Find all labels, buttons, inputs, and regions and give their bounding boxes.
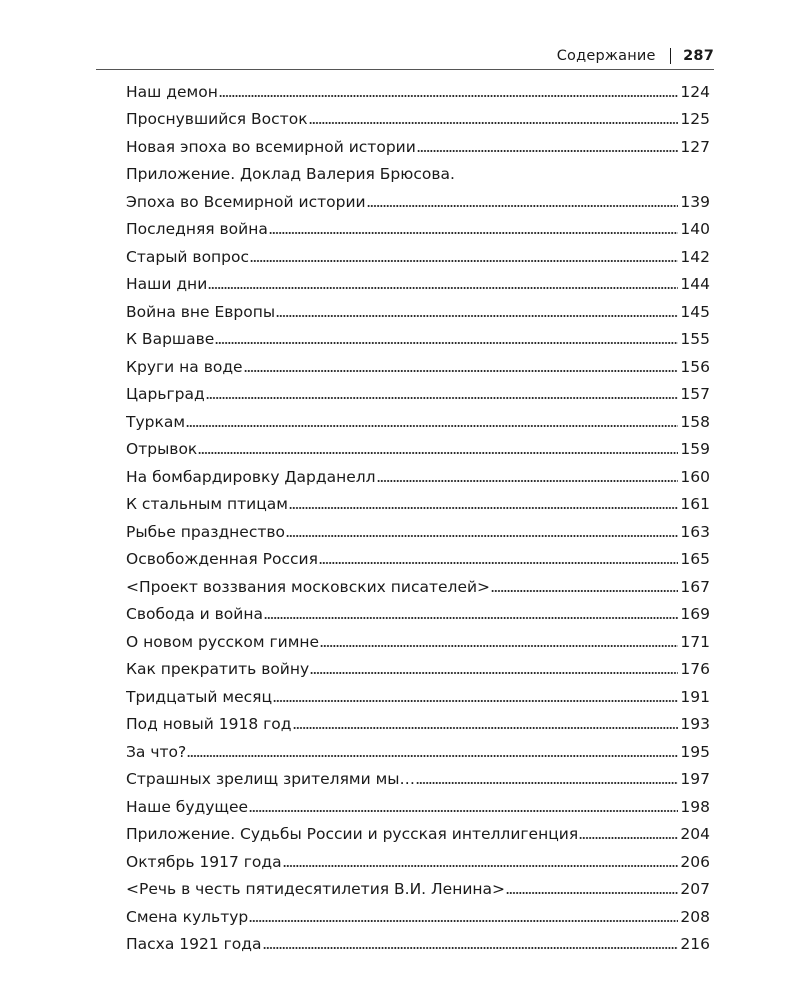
toc-entry-title: Октябрь 1917 года — [126, 852, 282, 871]
header-separator — [670, 48, 672, 64]
toc-entry-page: 139 — [680, 192, 710, 211]
toc-entry-page: 159 — [680, 440, 710, 458]
toc-dot-leader — [263, 946, 679, 950]
toc-entry-page: 206 — [680, 852, 710, 871]
table-of-contents — [126, 74, 710, 954]
toc-entry-title: Новая эпоха во всемирной истории — [126, 137, 416, 156]
toc-entry-title: Под новый 1918 год — [126, 715, 292, 733]
running-head-content — [557, 48, 714, 64]
toc-entry-page: 207 — [680, 880, 710, 898]
toc-entry-title: На бомбардировку Дарданелл — [126, 467, 376, 486]
toc-entry — [126, 542, 710, 570]
toc-dot-leader — [579, 836, 678, 840]
toc-entry-page: 195 — [680, 742, 710, 761]
toc-dot-leader — [309, 121, 679, 125]
toc-entry-page: 155 — [680, 330, 710, 348]
page-number: 287 — [683, 48, 714, 64]
toc-dot-leader — [319, 561, 679, 565]
toc-entry-title: Война вне Европы — [126, 302, 276, 321]
toc-entry-page: 144 — [680, 275, 710, 293]
toc-entry-title: К Варшаве — [126, 330, 215, 348]
toc-entry — [126, 707, 710, 735]
toc-entry — [126, 349, 710, 377]
toc-entry — [126, 899, 710, 927]
toc-dot-leader — [269, 231, 679, 235]
toc-entry — [126, 624, 710, 652]
toc-entry — [126, 597, 710, 625]
toc-dot-leader — [198, 451, 678, 455]
toc-dot-leader — [250, 259, 678, 263]
toc-entry — [126, 652, 710, 680]
toc-entry-page: 193 — [680, 715, 710, 733]
toc-dot-leader — [506, 891, 678, 895]
toc-entry-title: Царьград — [126, 385, 205, 403]
toc-entry — [126, 157, 710, 185]
toc-dot-leader — [310, 671, 678, 675]
toc-entry-page: 158 — [680, 412, 710, 431]
toc-entry-page: 208 — [680, 907, 710, 926]
toc-entry — [126, 239, 710, 267]
toc-entry-title: Эпоха во Всемирной истории — [126, 192, 366, 211]
toc-dot-leader — [416, 781, 678, 785]
toc-entry-page: 165 — [680, 550, 710, 568]
toc-entry-page: 167 — [680, 577, 710, 596]
toc-entry — [126, 404, 710, 432]
toc-entry-page: 198 — [680, 797, 710, 816]
toc-entry-page: 169 — [680, 605, 710, 623]
toc-dot-leader — [187, 754, 678, 758]
toc-dot-leader — [320, 644, 678, 648]
section-title: Содержание — [556, 48, 656, 64]
toc-entry-title: Наш демон — [126, 82, 218, 101]
toc-entry-page: 163 — [680, 522, 710, 541]
toc-entry — [126, 294, 710, 322]
toc-entry-page: 140 — [680, 220, 710, 238]
toc-entry-title: К стальным птицам — [126, 495, 288, 513]
toc-entry-title: Страшных зрелищ зрителями мы… — [126, 770, 416, 788]
toc-entry-title: Старый вопрос — [126, 247, 250, 266]
toc-entry — [126, 789, 710, 817]
toc-entry — [126, 322, 710, 350]
toc-entry-page: 176 — [680, 660, 710, 678]
toc-entry-page: 204 — [680, 825, 710, 843]
toc-entry-title: <Проект воззвания московских писателей> — [126, 577, 491, 596]
toc-entry-page: 145 — [680, 302, 710, 321]
toc-entry-title: Последняя война — [126, 220, 268, 238]
toc-entry-title: Свобода и война — [126, 605, 263, 623]
toc-entry — [126, 74, 710, 102]
toc-entry-title: Отрывок — [126, 440, 198, 458]
toc-dot-leader — [215, 341, 678, 345]
running-head — [96, 46, 714, 70]
toc-entry — [126, 514, 710, 542]
toc-dot-leader — [244, 369, 679, 373]
toc-dot-leader — [249, 809, 678, 813]
toc-dot-leader — [293, 726, 679, 730]
toc-dot-leader — [276, 314, 678, 318]
toc-entry — [126, 927, 710, 955]
toc-entry-title: Смена культур — [126, 907, 249, 926]
toc-entry — [126, 679, 710, 707]
toc-dot-leader — [417, 149, 679, 153]
toc-entry — [126, 569, 710, 597]
toc-entry — [126, 762, 710, 790]
toc-entry — [126, 432, 710, 460]
toc-entry-page: 124 — [680, 82, 710, 101]
toc-entry — [126, 184, 710, 212]
toc-entry — [126, 459, 710, 487]
toc-entry — [126, 844, 710, 872]
toc-entry — [126, 377, 710, 405]
toc-entry-title: Приложение. Доклад Валерия Брюсова. — [126, 165, 455, 183]
toc-dot-leader — [208, 286, 678, 290]
toc-entry — [126, 872, 710, 900]
toc-entry — [126, 212, 710, 240]
toc-entry — [126, 817, 710, 845]
toc-entry-page: 142 — [680, 247, 710, 266]
toc-entry-title: Проснувшийся Восток — [126, 110, 308, 128]
toc-entry-title: Круги на воде — [126, 357, 243, 376]
toc-entry-title: Наши дни — [126, 275, 208, 293]
toc-entry-page: 191 — [680, 687, 710, 706]
toc-dot-leader — [186, 424, 678, 428]
toc-dot-leader — [367, 204, 679, 208]
toc-dot-leader — [491, 589, 678, 593]
toc-entry-title: Тридцатый месяц — [126, 687, 273, 706]
toc-entry-page: 216 — [680, 935, 710, 953]
toc-entry-page: 161 — [680, 495, 710, 513]
toc-entry-page: 157 — [680, 385, 710, 403]
toc-entry-page: 197 — [680, 770, 710, 788]
toc-entry-page: 160 — [680, 467, 710, 486]
toc-dot-leader — [286, 534, 678, 538]
toc-dot-leader — [289, 506, 678, 510]
toc-entry-page: 171 — [680, 632, 710, 651]
toc-entry — [126, 129, 710, 157]
toc-entry-page: 125 — [680, 110, 710, 128]
toc-dot-leader — [264, 616, 678, 620]
toc-entry-title: О новом русском гимне — [126, 632, 320, 651]
toc-dot-leader — [377, 479, 679, 483]
toc-entry-page: 127 — [680, 137, 710, 156]
toc-entry — [126, 102, 710, 130]
toc-entry-title: Туркам — [126, 412, 186, 431]
toc-dot-leader — [249, 919, 678, 923]
toc-entry-page: 156 — [680, 357, 710, 376]
toc-dot-leader — [273, 699, 678, 703]
toc-entry — [126, 487, 710, 515]
toc-entry — [126, 734, 710, 762]
toc-entry-title: Как прекратить войну — [126, 660, 310, 678]
toc-dot-leader — [219, 94, 679, 98]
toc-entry-title: <Речь в честь пятидесятилетия В.И. Ленина> — [126, 880, 506, 898]
toc-entry-title: Рыбье празднество — [126, 522, 286, 541]
toc-dot-leader — [206, 396, 679, 400]
toc-entry-title: Освобожденная Россия — [126, 550, 318, 568]
toc-entry-title: Наше будущее — [126, 797, 249, 816]
toc-entry-title: За что? — [126, 742, 187, 761]
toc-entry — [126, 267, 710, 295]
toc-entry-title: Пасха 1921 года — [126, 935, 262, 953]
toc-dot-leader — [283, 864, 679, 868]
toc-entry-title: Приложение. Судьбы России и русская интеллигенция — [126, 825, 579, 843]
